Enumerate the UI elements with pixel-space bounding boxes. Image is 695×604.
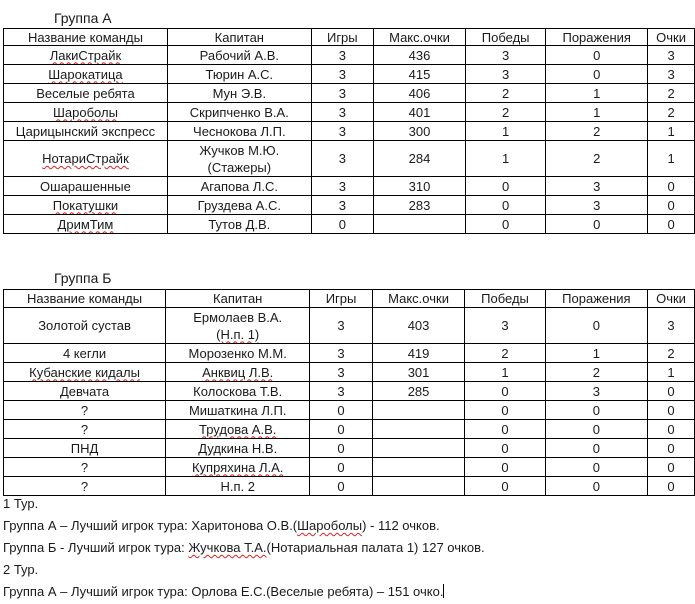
losses-cell: 0 xyxy=(545,401,647,420)
header-games: Игры xyxy=(311,29,373,46)
games-cell: 3 xyxy=(311,46,373,65)
wins-cell: 2 xyxy=(466,84,546,103)
group-b-table xyxy=(3,289,695,496)
max-cell xyxy=(372,401,465,420)
round-2-heading: 2 Тур. xyxy=(3,562,39,577)
table-header-row xyxy=(4,290,695,308)
captain-cell: Тутов Д.В. xyxy=(167,215,311,234)
header-wins: Победы xyxy=(465,290,545,308)
wins-cell: 1 xyxy=(466,141,546,177)
team-cell: НотариСтрайк xyxy=(4,141,168,177)
max-cell: 419 xyxy=(372,344,465,363)
wins-cell: 3 xyxy=(466,65,546,84)
games-cell: 3 xyxy=(310,308,373,344)
team-cell: Шароболы xyxy=(4,103,168,122)
losses-cell: 1 xyxy=(546,84,648,103)
team-cell: ? xyxy=(4,477,166,496)
losses-cell: 3 xyxy=(546,196,648,215)
losses-cell: 0 xyxy=(545,458,647,477)
points-cell: 0 xyxy=(648,458,695,477)
games-cell: 3 xyxy=(311,141,373,177)
header-captain: Капитан xyxy=(167,29,311,46)
losses-cell: 1 xyxy=(545,344,647,363)
wins-cell: 0 xyxy=(465,420,545,439)
wins-cell: 0 xyxy=(465,382,545,401)
table-row xyxy=(4,344,695,363)
wins-cell: 0 xyxy=(466,177,546,196)
round-1-heading: 1 Тур. xyxy=(3,496,39,511)
team-cell: ЛакиСтрайк xyxy=(4,46,168,65)
max-cell: 301 xyxy=(372,363,465,382)
captain-cell: Груздева А.С. xyxy=(167,196,311,215)
group-b-title: Группа Б xyxy=(54,270,112,286)
wins-cell: 0 xyxy=(465,439,545,458)
table-row xyxy=(4,420,695,439)
captain-cell: Скрипченко В.А. xyxy=(167,103,311,122)
points-cell: 2 xyxy=(648,84,695,103)
captain-cell: Ермолаев В.А. (Н.п. 1) xyxy=(166,308,310,344)
table-row xyxy=(4,363,695,382)
losses-cell: 0 xyxy=(545,308,647,344)
max-cell: 403 xyxy=(372,308,465,344)
header-points: Очки xyxy=(648,290,695,308)
round-2-group-a-best-player[interactable]: Группа А – Лучший игрок тура: Орлова Е.С.(Веселые ребята) – 151 очко. xyxy=(3,584,444,599)
captain-cell: Дудкина Н.В. xyxy=(166,439,310,458)
header-max: Макс.очки xyxy=(372,290,465,308)
losses-cell: 0 xyxy=(545,477,647,496)
team-cell: ? xyxy=(4,401,166,420)
points-cell: 0 xyxy=(648,420,695,439)
team-cell: Царицынский экспресс xyxy=(4,122,168,141)
max-cell xyxy=(373,215,465,234)
wins-cell: 3 xyxy=(465,308,545,344)
team-cell: Шарокатица xyxy=(4,65,168,84)
points-cell: 0 xyxy=(648,439,695,458)
table-row xyxy=(4,141,695,177)
wins-cell: 0 xyxy=(465,458,545,477)
round-1-group-b-best-player: Группа Б - Лучший игрок тура: Жучкова Т.А.(Нотариальная палата 1) 127 очков. xyxy=(3,540,485,555)
table-row xyxy=(4,439,695,458)
table-row xyxy=(4,46,695,65)
table-row xyxy=(4,308,695,344)
points-cell: 3 xyxy=(648,308,695,344)
games-cell: 3 xyxy=(311,84,373,103)
losses-cell: 0 xyxy=(545,420,647,439)
captain-cell: Чеснокова Л.П. xyxy=(167,122,311,141)
captain-cell: Купряхина Л.А. xyxy=(166,458,310,477)
captain-cell: Колоскова Т.В. xyxy=(166,382,310,401)
table-row xyxy=(4,401,695,420)
games-cell: 3 xyxy=(311,196,373,215)
max-cell: 401 xyxy=(373,103,465,122)
header-wins: Победы xyxy=(466,29,546,46)
losses-cell: 0 xyxy=(545,439,647,458)
captain-cell: Мун Э.В. xyxy=(167,84,311,103)
header-points: Очки xyxy=(648,29,695,46)
losses-cell: 3 xyxy=(546,177,648,196)
table-header-row xyxy=(4,29,695,46)
losses-cell: 1 xyxy=(546,103,648,122)
losses-cell: 0 xyxy=(546,215,648,234)
max-cell: 406 xyxy=(373,84,465,103)
points-cell: 1 xyxy=(648,141,695,177)
team-cell: ? xyxy=(4,420,166,439)
games-cell: 3 xyxy=(310,344,373,363)
points-cell: 0 xyxy=(648,177,695,196)
wins-cell: 2 xyxy=(465,344,545,363)
team-cell: Золотой сустав xyxy=(4,308,166,344)
team-cell: ПНД xyxy=(4,439,166,458)
header-games: Игры xyxy=(310,290,373,308)
wins-cell: 2 xyxy=(466,103,546,122)
points-cell: 0 xyxy=(648,477,695,496)
captain-cell: Н.п. 2 xyxy=(166,477,310,496)
games-cell: 0 xyxy=(310,401,373,420)
games-cell: 0 xyxy=(310,420,373,439)
games-cell: 0 xyxy=(310,458,373,477)
max-cell: 436 xyxy=(373,46,465,65)
points-cell: 2 xyxy=(648,344,695,363)
table-row xyxy=(4,84,695,103)
table-row xyxy=(4,122,695,141)
team-cell: Веселые ребята xyxy=(4,84,168,103)
max-cell: 300 xyxy=(373,122,465,141)
losses-cell: 2 xyxy=(546,122,648,141)
table-row xyxy=(4,382,695,401)
games-cell: 3 xyxy=(310,382,373,401)
team-cell: Девчата xyxy=(4,382,166,401)
losses-cell: 3 xyxy=(545,382,647,401)
group-a-table xyxy=(3,28,695,234)
team-cell: ? xyxy=(4,458,166,477)
team-cell: Покатушки xyxy=(4,196,168,215)
wins-cell: 0 xyxy=(466,196,546,215)
captain-cell: Жучков М.Ю. (Стажеры) xyxy=(167,141,311,177)
captain-cell: Анквиц Л.В. xyxy=(166,363,310,382)
games-cell: 0 xyxy=(311,215,373,234)
table-row xyxy=(4,103,695,122)
captain-cell: Рабочий А.В. xyxy=(167,46,311,65)
wins-cell: 1 xyxy=(466,122,546,141)
losses-cell: 2 xyxy=(546,141,648,177)
max-cell xyxy=(372,420,465,439)
points-cell: 0 xyxy=(648,382,695,401)
team-cell: Ошарашенные xyxy=(4,177,168,196)
captain-cell: Мишаткина Л.П. xyxy=(166,401,310,420)
points-cell: 1 xyxy=(648,122,695,141)
header-losses: Поражения xyxy=(545,290,647,308)
max-cell xyxy=(372,458,465,477)
wins-cell: 1 xyxy=(465,363,545,382)
games-cell: 3 xyxy=(311,177,373,196)
max-cell: 284 xyxy=(373,141,465,177)
points-cell: 2 xyxy=(648,103,695,122)
table-row xyxy=(4,215,695,234)
captain-cell: Трудова А.В. xyxy=(166,420,310,439)
points-cell: 3 xyxy=(648,65,695,84)
points-cell: 3 xyxy=(648,46,695,65)
games-cell: 3 xyxy=(311,103,373,122)
header-losses: Поражения xyxy=(546,29,648,46)
table-row xyxy=(4,477,695,496)
captain-cell: Морозенко М.М. xyxy=(166,344,310,363)
points-cell: 0 xyxy=(648,215,695,234)
table-row xyxy=(4,458,695,477)
losses-cell: 0 xyxy=(546,65,648,84)
games-cell: 3 xyxy=(311,65,373,84)
max-cell xyxy=(372,477,465,496)
table-row xyxy=(4,196,695,215)
captain-cell: Агапова Л.С. xyxy=(167,177,311,196)
max-cell: 310 xyxy=(373,177,465,196)
table-row xyxy=(4,177,695,196)
points-cell: 0 xyxy=(648,196,695,215)
team-cell: Кубанские кидалы xyxy=(4,363,166,382)
team-cell: ДримТим xyxy=(4,215,168,234)
header-team: Название команды xyxy=(4,29,168,46)
captain-cell: Тюрин А.С. xyxy=(167,65,311,84)
table-row xyxy=(4,65,695,84)
points-cell: 0 xyxy=(648,401,695,420)
group-a-title: Группа А xyxy=(54,10,112,26)
team-cell: 4 кегли xyxy=(4,344,166,363)
wins-cell: 0 xyxy=(465,477,545,496)
wins-cell: 3 xyxy=(466,46,546,65)
games-cell: 3 xyxy=(311,122,373,141)
max-cell: 285 xyxy=(372,382,465,401)
round-1-group-a-best-player: Группа А – Лучший игрок тура: Харитонова О.В.(Шароболы) - 112 очков. xyxy=(3,518,440,533)
points-cell: 1 xyxy=(648,363,695,382)
max-cell: 415 xyxy=(373,65,465,84)
max-cell xyxy=(372,439,465,458)
losses-cell: 0 xyxy=(546,46,648,65)
header-captain: Капитан xyxy=(166,290,310,308)
games-cell: 0 xyxy=(310,439,373,458)
games-cell: 3 xyxy=(310,363,373,382)
games-cell: 0 xyxy=(310,477,373,496)
header-team: Название команды xyxy=(4,290,166,308)
wins-cell: 0 xyxy=(466,215,546,234)
text-cursor xyxy=(443,584,444,598)
wins-cell: 0 xyxy=(465,401,545,420)
max-cell: 283 xyxy=(373,196,465,215)
losses-cell: 2 xyxy=(545,363,647,382)
header-max: Макс.очки xyxy=(373,29,465,46)
